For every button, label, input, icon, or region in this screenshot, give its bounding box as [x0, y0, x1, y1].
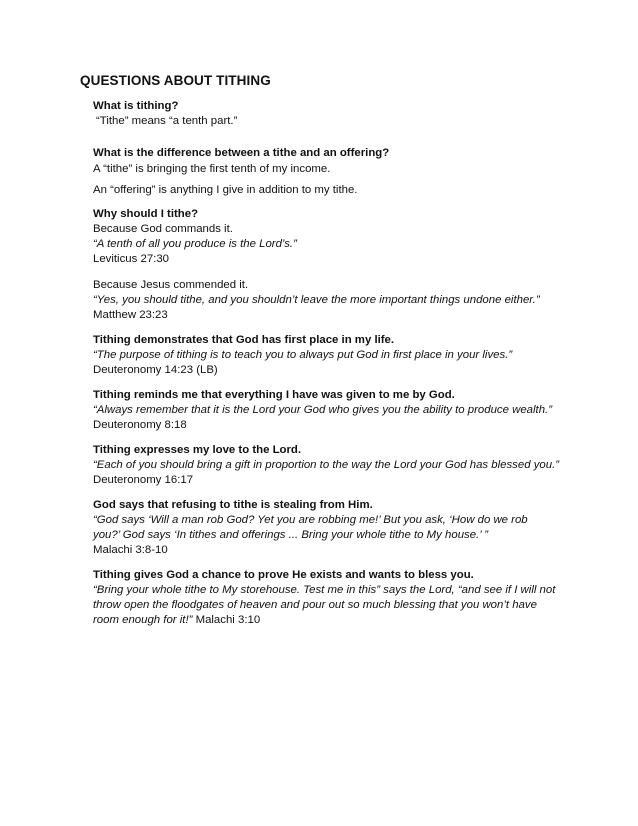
section-jesus-commended — [93, 278, 593, 323]
section-reference: Matthew 23:23 — [93, 309, 168, 321]
section-quote: “Always remember that it is the Lord your God who gives you the ability to produce wealth.” — [93, 404, 553, 416]
section-question: Tithing demonstrates that God has first place in my life. — [93, 334, 395, 346]
page-title: QUESTIONS ABOUT TITHING — [80, 73, 271, 88]
section-quote: “God says ‘Will a man rob God? Yet you are robbing me!’ But you ask, ‘How do we rob — [93, 514, 528, 526]
section-question: What is the difference between a tithe and an offering? — [93, 147, 390, 159]
section-quote: “Bring your whole tithe to My storehouse. Test me in this” says the Lord, “and see if I will not — [93, 584, 556, 596]
section-reference: Leviticus 27:30 — [93, 253, 169, 265]
section-quote: “The purpose of tithing is to teach you to always put God in first place in your lives.” — [93, 349, 513, 361]
section-question: Tithing expresses my love to the Lord. — [93, 444, 302, 456]
section-quote: throw open the floodgates of heaven and pour out so much blessing that you won’t have — [93, 599, 537, 611]
section-text: Because Jesus commended it. — [93, 279, 249, 291]
section-stealing — [93, 498, 593, 558]
section-tithe-vs-offering — [93, 146, 593, 198]
section-why-tithe — [93, 207, 593, 267]
section-question: Tithing reminds me that everything I have was given to me by God. — [93, 389, 455, 401]
section-question: What is tithing? — [93, 100, 179, 112]
section-reference: Deuteronomy 14:23 (LB) — [93, 364, 218, 376]
section-question: God says that refusing to tithe is stealing from Him. — [93, 499, 373, 511]
section-first-place — [93, 333, 593, 378]
section-text: Because God commands it. — [93, 223, 233, 235]
section-given-by-god — [93, 388, 593, 433]
section-quote: you?’ God says ‘In tithes and offerings ... Bring your whole tithe to My house.’ ” — [93, 529, 489, 541]
section-reference: Deuteronomy 8:18 — [93, 419, 187, 431]
section-text: “Tithe” means “a tenth part.” — [96, 115, 238, 127]
section-question: Tithing gives God a chance to prove He exists and wants to bless you. — [93, 569, 474, 581]
document-body — [93, 99, 593, 628]
section-text — [93, 613, 593, 628]
section-reference: Deuteronomy 16:17 — [93, 474, 194, 486]
section-prove-and-bless — [93, 568, 593, 628]
section-reference: Malachi 3:10 — [195, 614, 261, 626]
section-text: An “offering” is anything I give in addition to my tithe. — [93, 184, 358, 196]
section-quote: “Yes, you should tithe, and you shouldn’t leave the more important things undone either.” — [93, 294, 540, 306]
section-quote: room enough for it!” — [93, 614, 193, 626]
section-reference: Malachi 3:8-10 — [93, 544, 168, 556]
section-quote: “Each of you should bring a gift in proportion to the way the Lord your God has blessed you.” — [93, 459, 560, 471]
section-what-is-tithing — [93, 99, 593, 129]
section-love-to-lord — [93, 443, 593, 488]
section-question: Why should I tithe? — [93, 208, 199, 220]
section-quote: “A tenth of all you produce is the Lord’s.” — [93, 238, 297, 250]
section-text: A “tithe” is bringing the first tenth of my income. — [93, 163, 331, 175]
